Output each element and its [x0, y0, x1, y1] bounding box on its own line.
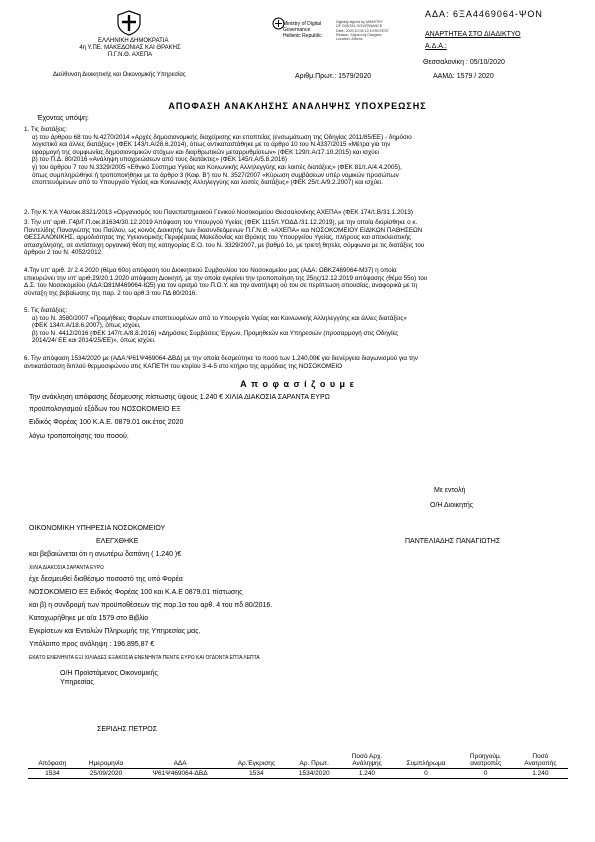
decision-heading: Α π ο φ α σ ί ζ ο υ μ ε [240, 379, 355, 389]
cell-date: 25/09/2020 [77, 769, 136, 779]
consideration-1a-line: εφαρμογή της συμφωνίας δημοσιονομικών στόχων και διαρθρωτικών μεταρρυθμίσεων» (ΦΕΚ 129/τ.Α/17.10.2015) και ισχύει [32, 148, 379, 156]
greek-coat-of-arms-icon [116, 10, 142, 36]
consideration-5b-line: β) του Ν. 4412/2016 (ΦΕΚ 147/τ.Α/8.8.2016) «Δημόσιες Συμβάσεις Έργων, Προμηθειών και Υπηρεσιών (προσαρμογή στις Οδηγίες [32, 329, 399, 337]
by-order-label: Με εντολή [434, 487, 466, 494]
consideration-6-line: αντικατάσταση διπλού θερμοσιφώνου στις ΚΑΠΕΤΗ του κτιρίου 3-4-5 στο κτήριο της αρμόδιας της ΝΟΣΟΚΟΜΕΙΟ [24, 362, 343, 370]
cell-previous-reversals: 0 [459, 769, 513, 779]
director-role: Ο/Η Διοικητής [430, 502, 474, 509]
signature-line: Digitally signed by MINISTRY [336, 20, 384, 24]
header-text: Ποσό Αρχ. [351, 753, 383, 760]
consideration-4-line: Δ.Σ. του Νοσοκομείου (ΑΔΑ:Ω81Μ469064-ΙΩ5) για τον ορισμό του Π.Ο.Υ. και την ανατήλψη ού του σε περίπτωση απουσίας, αναφορικά με τη [24, 282, 418, 290]
col-protocol [288, 752, 341, 769]
digital-signature-block [336, 20, 389, 41]
decision-line-3: Ειδικός Φορέας 100 Κ.Α.Ε. 0879.01 οικ.έτος 2020 [29, 419, 184, 426]
signature-line: Location: Athens [336, 37, 363, 42]
ministry-line-3: Hellenic Republic [283, 33, 322, 39]
consideration-4-line: επικυρώνει την υπ' αριθ.29/20.1.2020 απόφαση Διοικητή, με την οποία εγκρίνει την τροποποίηση της 25ης/12.12.2019 απόφασης (θέμα 55ο) του [24, 274, 428, 282]
signature-line: Date: 2020.10.05 12:19:50 EEST [336, 28, 389, 33]
consideration-4 [24, 267, 586, 297]
cell-protocol: 1534/2020 [288, 769, 341, 779]
col-reversal-amount [513, 752, 568, 769]
col-ada [135, 752, 225, 769]
ada-top: ΑΔΑ: 6ΞΑ4469064-ΨΟΝ [425, 9, 543, 19]
commitments-table [28, 752, 568, 779]
cell-decision: 1534 [28, 769, 77, 779]
financial-head-role [60, 669, 158, 687]
consideration-3-line: ΘΕΣΣΑΛΟΝΙΚΗΣ, αρμοδιότητας της Υγειονομικής Περιφέρειας Μακεδονίας και Θράκης του Υπουργείου Υγείας, πλήρους και αποκλειστικής [24, 234, 412, 242]
consideration-1c-line: όπως συμπληρώθηκε ή τροποποιήθηκε με το άρθρο 3 (Καφ. Β') του Ν. 3527/2007 «Κύρωση συμβάσεων υπέρ νομικών προσώπων [32, 171, 399, 179]
date-line: Θεσσαλονίκη : 05/10/2020 [423, 59, 505, 66]
consideration-4-line: 4.Την υπ' αριθ. 2/ 2.4.2020 (θέμα 60ο) απόφαση του Διοικητικού Συμβουλίου του Νοσοκομείου μας (ΑΔΑ: ΩΒΚΖ469064-Μ37) η οποία [24, 267, 397, 274]
decision-line-1: Την ανάκληση απόφασης δέσμευσης πίστωσης ύψους 1.240 € ΧΙΛΙΑ ΔΙΑΚΟΣΙΑ ΣΑΡΑΝΤΑ ΕΥΡΩ [29, 394, 330, 401]
ada-label: Α.Δ.Α.: [425, 43, 447, 50]
financial-line-1: έχε δεσμευθεί διαθέσιμο ποσοστό της υπό Φορέα [29, 576, 183, 583]
decision-line-2: προϋπολογισμού εξόδων του ΝΟΣΟΚΟΜΕΙΟ ΕΞ [29, 406, 181, 413]
certification-line: και βεβαιώνεται ότι η ανωτέρω δαπάνη ( 1.240 )€ [29, 551, 182, 558]
clerk-name: ΣΕΡΙΔΗΣ ΠΕΤΡΟΣ [97, 726, 158, 733]
decision-line-4: λόγω τροποποίησης του ποσού. [29, 433, 129, 440]
considering-label: Έχοντας υπόψη: [37, 115, 89, 122]
header-text: Συμπλήρωμα [406, 760, 446, 767]
header-text: ανατροπές [470, 760, 502, 767]
org-line-1: ΕΛΛΗΝΙΚΗ ΔΗΜΟΚΡΑΤΙΑ [98, 38, 169, 44]
ministry-line-2: Governance [283, 27, 311, 33]
consideration-1c-line: εποπτευόμενων από το Υπουργείο Υγείας και Κοινωνικής Αλληλεγγύης και λοιπές διατάξεις» (ΦΕΚ 25/τ.Α/9.2.2007) και ισχύει. [32, 179, 384, 187]
consideration-1a-line: α) του άρθρου 68 του Ν.4270/2014 «Αρχές δημοσιονομικής διαχείρισης και εποπτείας (ενσωμάτωση της Οδηγίας 2011/85/ΕΕ) - δημόσιο [32, 133, 412, 141]
consideration-3-line: απασχόλησης, σε αντίστοιχη οργανική θέση της κατηγορίας Ε.Ο. του Ν. 3329/2007, με βαθμό 1ο, με τριετή θητεία, σύμφωνα με τις διατάξεις του [24, 241, 425, 249]
header-text: Ημερομηνία [88, 760, 124, 767]
financial-line-3: και β) η συνδρομή των προϋποθέσεων της παρ.1α του αρθ. 4 του πδ 80/2016. [29, 602, 273, 609]
header-text: Ανάληψης [352, 760, 382, 767]
consideration-5 [24, 307, 586, 345]
amount-in-words: ΧΙΛΙΑ ΔΙΑΚΟΣΙΑ ΣΑΡΑΝΤΑ ΕΥΡΩ [29, 565, 104, 571]
consideration-4-line: σύνταξη της βεβαίωσης της παρ. 2 του αρθ.3 του ΠΔ 80/2016. [24, 289, 198, 297]
cell-supplement: 0 [393, 769, 458, 779]
consideration-2 [24, 209, 586, 217]
header-text: Ανατροπής [524, 760, 557, 767]
header-text: Απόφαση [38, 760, 67, 767]
consideration-1a-line: λογιστικό και άλλες διατάξεις» (ΦΕΚ 143/τ.Α/28.6.2014), όπως αντικαταστάθηκε με το άρθρο 10 του Ν.4337/2015 «Μέτρα για την [32, 141, 391, 149]
consideration-6 [24, 355, 586, 370]
signature-line: OF DIGITAL GOVERNANCE [336, 24, 383, 29]
financial-service-label: ΟΙΚΟΝΟΜΙΚΗ ΥΠΗΡΕΣΙΑ ΝΟΣΟΚΟΜΕΙΟΥ [29, 525, 166, 532]
remaining-amount-words: ΕΚΑΤΟ ΕΝΕΝΗΝΤΑ ΕΞΙ ΧΙΛΙΑΔΕΣ ΕΞΑΚΟΣΙΑ ΕΝΕΝΗΝΤΑ ΠΕΝΤΕ ΕΥΡΩ ΚΑΙ ΟΓΔΟΝΤΑ ΕΠΤΑ ΛΕΠΤΑ [29, 655, 260, 661]
director-name: ΠΑΝΤΕΛΙΑΔΗΣ ΠΑΝΑΓΙΩΤΗΣ [405, 538, 501, 545]
col-approval-no [225, 752, 288, 769]
ministry-line-1: Ministry of Digital [283, 21, 322, 27]
header-text: ΑΔΑ [173, 760, 187, 767]
table-row [28, 769, 568, 779]
col-decision [28, 752, 77, 769]
checked-label: ΕΛΕΓΧΘΗΚΕ [96, 538, 139, 545]
header-text: Ποσό [532, 753, 549, 760]
consideration-5a-line: α) του Ν. 3580/2007 «Προμήθειες Φορέων εποπτευομένων από το Υπουργείο Υγείας και Κοινωνικής Αλληλεγγύης και άλλες διατάξεις» [32, 314, 407, 322]
cell-initial-amount: 1.240 [341, 769, 394, 779]
consideration-5-lead: 5. Τις διατάξεις: [24, 307, 68, 314]
ministry-block [283, 21, 322, 39]
org-line-3: Π.Γ.Ν.Θ. ΑΧΕΠΑ [107, 52, 153, 58]
document-title: ΑΠΟΦΑΣΗ ΑΝΑΚΛΗΣΗΣ ΑΝΑΛΗΨΗΣ ΥΠΟΧΡΕΩΣΗΣ [168, 101, 427, 111]
consideration-6-line: 6. Την απόφαση 1534/2020 με (ΑΔΑ:Ψ61Ψ469064-ΔΒΔ) με την οποία δεσμεύτηκε το ποσό των 1.240,00€ για διενέργεια διαγωνισμού για την [24, 355, 418, 362]
consideration-1 [24, 126, 586, 187]
col-previous-reversals [459, 752, 513, 769]
consideration-1-lead: 1. Τις διατάξεις: [24, 126, 68, 133]
financial-line-4: Καταχωρήθηκε με α/α 1579 στο Βιβλίο [29, 615, 149, 622]
org-line-2: 4η Υ.ΠΕ. ΜΑΚΕΔΟΝΙΑΣ ΚΑΙ ΘΡΑΚΗΣ [79, 45, 181, 51]
consideration-5a-line: (ΦΕΚ 134/τ.Α/18.6.2007), όπως ισχύει, [32, 322, 141, 330]
consideration-1c-line: γ) του άρθρου 7 του Ν.3329/2005 «Εθνικό Σύστημα Υγείας και Κοινωνικής Αλληλεγγύης και λοιπές διατάξεις» (ΦΕΚ 81/τ.Α/4.4.2005), [32, 163, 402, 171]
financial-head-line-1: Ο/Η Προϊστάμενος Οικονομικής [60, 670, 158, 677]
col-supplement [393, 752, 458, 769]
remaining-amount: Υπόλοιπο προς ανάληψη : 196.895,87 € [29, 641, 155, 648]
consideration-5b-line: 2014/24/ ΕΕ και 2014/25/ΕΕ)», όπως ισχύει. [32, 337, 156, 345]
cell-reversal-amount: 1.240 [513, 769, 568, 779]
header-text: Αρ. Πρωτ. [299, 760, 329, 767]
col-date [77, 752, 136, 769]
cell-approval-no: 1534 [225, 769, 288, 779]
cell-ada: Ψ61Ψ469064-ΔΒΔ [135, 769, 225, 779]
financial-head-line-2: Υπηρεσίας [60, 679, 94, 686]
department: Διεύθυνση Διοικητικής και Οικονομικής Υπηρεσίας [53, 72, 186, 78]
post-online-label: ΑΝΑΡΤΗΤΕΑ ΣΤΟ ΔΙΑΔΙΚΤΥΟ [425, 31, 521, 38]
consideration-3-line: 3. Την υπ' αριθ. Γ4β/Γ.Π.οικ.81634/30.12.2019 Απόφαση του Υπουργού Υγείας (ΦΕΚ 1115/τ.ΥΟΔΔ /31.12.2019), με την οποία διορίσθηκε ο κ. [24, 219, 418, 226]
financial-line-5: Εγκρίσεων και Εντολών Πληρωμής της Υπηρεσίας μας. [29, 628, 201, 635]
consideration-3-line: άρθρου 2 του Ν. 4052/2012. [24, 249, 103, 257]
signature-line: Reason: Signed by Diavgeia [336, 32, 382, 37]
financial-line-2: ΝΟΣΟΚΟΜΕΙΟ ΕΞ Ειδικός Φορέας 100 και Κ.Α.Ε 0879.01 πίστωσης [29, 589, 243, 596]
table-header-row [28, 752, 568, 769]
consideration-2-line: 2. Την Κ.Υ.Α Υ4α/οικ.8321/2013 «Οργανισμός του Πανεπιστημιακού Γενικού Νοσοκομείου Θεσσαλονίκης ΑΧΕΠΑ» (ΦΕΚ 174/τ.Β/31.1.2013) [24, 209, 413, 216]
protocol-number: Αριθμ.Πρωτ.: 1579/2020 [295, 73, 372, 80]
consideration-3-line: Παντελίδης Παναγιώτης του Παύλου, ως κοινός Διοικητής των διασυνδεόμενων Π.Γ.Ν.Θ. «ΑΧΕΠΑ» και ΝΟΣΟΚΟΜΕΙΟΥ ΕΙΔΙΚΩΝ ΠΑΘΗΣΕΩΝ [24, 226, 423, 234]
consideration-3 [24, 219, 586, 257]
aamd-number: ΑΑΜΔ: 1579 / 2020 [433, 73, 494, 80]
header-text: Προηγούμ. [469, 753, 502, 760]
header-text: Αρ.Έγκρισης [237, 760, 276, 767]
col-initial-amount [341, 752, 394, 769]
consideration-1b-line: β) του Π.Δ. 80/2016 «Ανάληψη υποχρεώσεων από τους διατάκτες» (ΦΕΚ 145/τ.Α/5.8.2016) [32, 156, 287, 164]
